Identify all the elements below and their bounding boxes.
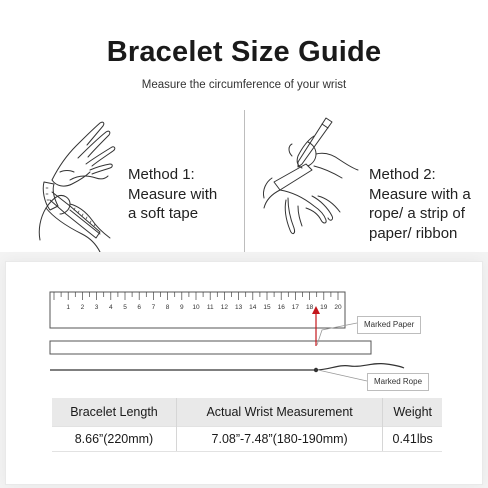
ruler-number: 12 bbox=[220, 304, 229, 311]
size-table bbox=[52, 398, 442, 452]
table-header-row bbox=[52, 398, 442, 427]
method2-line: Measure with a bbox=[369, 185, 471, 203]
ruler-number: 7 bbox=[151, 304, 156, 311]
table-header-cell: Actual Wrist Measurement bbox=[176, 398, 382, 427]
method2-line: paper/ ribbon bbox=[369, 224, 458, 242]
paper-strip bbox=[50, 341, 371, 354]
table-row bbox=[52, 427, 442, 452]
table-header-cell: Bracelet Length bbox=[52, 398, 176, 427]
ruler-number: 18 bbox=[305, 304, 314, 311]
method2-line: Method 2: bbox=[369, 166, 436, 183]
page-title: Bracelet Size Guide bbox=[106, 36, 382, 68]
table-header-cell: Weight bbox=[383, 398, 442, 427]
ruler-number: 9 bbox=[179, 304, 184, 311]
rope-callout-line bbox=[318, 370, 367, 381]
table-cell: 0.41lbs bbox=[383, 427, 442, 452]
ruler-number: 20 bbox=[334, 304, 342, 311]
ruler-number: 13 bbox=[234, 304, 243, 311]
method2-line: rope/ a strip of bbox=[369, 205, 465, 222]
page-subtitle: Measure the circumference of your wrist bbox=[141, 79, 347, 91]
table-cell: 7.08”-7.48”(180-190mm) bbox=[176, 427, 382, 452]
method1-line: Method 1: bbox=[128, 166, 195, 183]
ruler-number: 3 bbox=[94, 304, 99, 311]
ruler-number: 8 bbox=[165, 304, 170, 311]
ruler-number: 4 bbox=[108, 304, 113, 311]
ruler-number: 6 bbox=[137, 304, 142, 311]
ruler-number: 10 bbox=[192, 304, 200, 311]
ruler-number: 15 bbox=[263, 304, 271, 311]
ruler-number: 17 bbox=[291, 304, 300, 311]
rope-line bbox=[50, 364, 404, 370]
table-cell: 8.66”(220mm) bbox=[52, 427, 176, 452]
marked-rope-label: Marked Rope bbox=[367, 373, 429, 391]
ruler-number: 1 bbox=[66, 304, 71, 311]
ruler-number: 19 bbox=[320, 304, 328, 311]
method1-line: Measure with bbox=[128, 185, 218, 203]
method1-line: a soft tape bbox=[128, 205, 199, 222]
ruler-number: 16 bbox=[277, 304, 285, 311]
marked-paper-label: Marked Paper bbox=[357, 316, 421, 334]
ruler-number: 5 bbox=[123, 304, 127, 311]
ruler-ticks bbox=[54, 292, 338, 300]
rope-mark bbox=[314, 368, 318, 372]
ruler-number: 11 bbox=[206, 304, 214, 311]
ruler-number: 2 bbox=[80, 304, 85, 311]
ruler-number: 14 bbox=[249, 304, 257, 311]
